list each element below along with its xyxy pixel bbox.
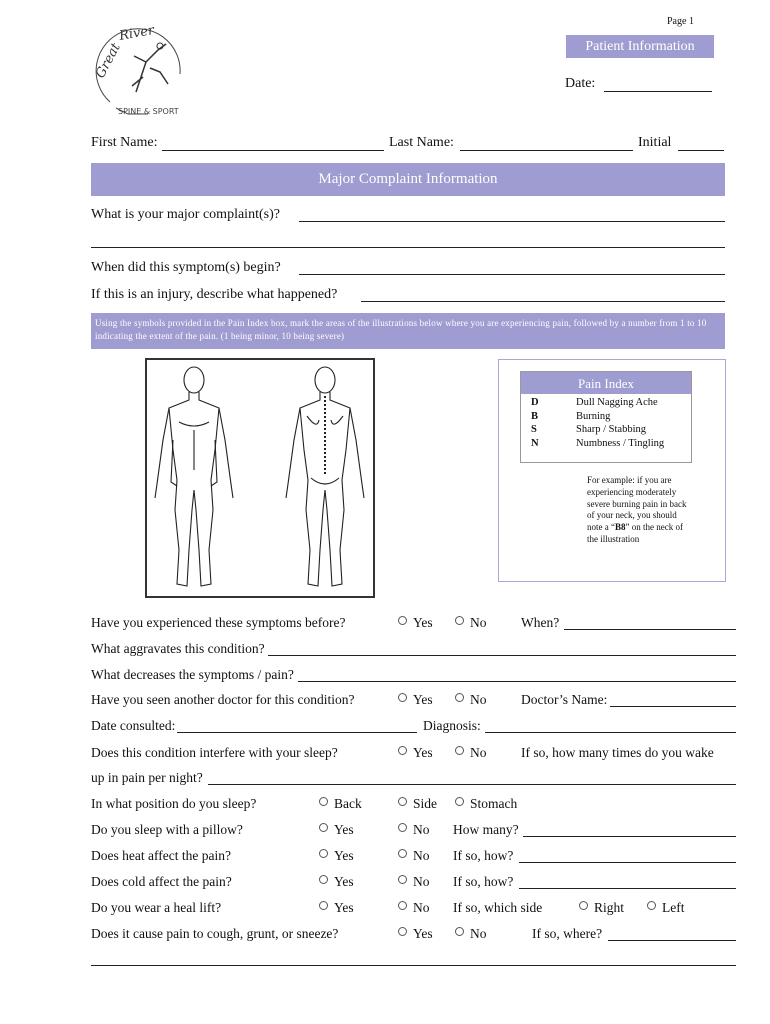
- when-field[interactable]: [564, 629, 736, 630]
- option-label: No: [413, 848, 430, 863]
- sleep-position-question: In what position do you sleep?: [91, 796, 257, 811]
- pain-code: S: [531, 424, 537, 435]
- cough-no[interactable]: [455, 926, 487, 942]
- position-side[interactable]: [398, 796, 437, 812]
- how-many-label: How many?: [453, 822, 519, 837]
- radio-icon: [319, 797, 328, 806]
- logo-text-river: River: [118, 23, 156, 44]
- option-label: Left: [662, 900, 685, 915]
- heat-how-label: If so, how?: [453, 848, 514, 863]
- heat-yes[interactable]: [319, 848, 354, 864]
- last-name-field[interactable]: [460, 150, 633, 151]
- cold-how-label: If so, how?: [453, 874, 514, 889]
- pain-index-row: [521, 396, 691, 410]
- up-in-pain-label: up in pain per night?: [91, 770, 203, 785]
- logo-text-great: Great: [93, 40, 124, 81]
- option-label: Back: [334, 796, 362, 811]
- heat-question: Does heat affect the pain?: [91, 848, 231, 863]
- position-stomach[interactable]: [455, 796, 517, 812]
- additional-notes-field[interactable]: [91, 965, 736, 966]
- option-label: Yes: [334, 848, 354, 863]
- radio-icon: [398, 823, 407, 832]
- last-name-label: Last Name:: [389, 135, 454, 150]
- cold-how-field[interactable]: [519, 888, 736, 889]
- radio-icon: [647, 901, 656, 910]
- pain-index-row: [521, 437, 691, 451]
- diagnosis-label: Diagnosis:: [423, 718, 481, 733]
- decreases-question: What decreases the symptoms / pain?: [91, 667, 294, 682]
- pain-desc: Burning: [576, 410, 611, 422]
- example-text: For example: if you are experiencing moderately severe burning pain in back of your neck, you should note a “: [587, 475, 687, 533]
- complaint-field-2[interactable]: [91, 247, 725, 248]
- radio-icon: [579, 901, 588, 910]
- date-consulted-field[interactable]: [177, 732, 417, 733]
- symptoms-before-question: Have you experienced these symptoms before?: [91, 615, 346, 630]
- side-left[interactable]: [647, 900, 685, 916]
- other-doctor-no[interactable]: [455, 692, 487, 708]
- symptoms-before-no[interactable]: [455, 615, 487, 631]
- initial-field[interactable]: [678, 150, 724, 151]
- date-consulted-label: Date consulted:: [91, 718, 176, 733]
- symptom-begin-field[interactable]: [299, 274, 725, 275]
- doctor-name-field[interactable]: [610, 706, 736, 707]
- option-label: Yes: [334, 822, 354, 837]
- aggravates-field[interactable]: [268, 655, 736, 656]
- radio-icon: [398, 616, 407, 625]
- radio-icon: [398, 849, 407, 858]
- pain-index-row: [521, 423, 691, 437]
- complaint-question: What is your major complaint(s)?: [91, 207, 280, 222]
- first-name-label: First Name:: [91, 135, 158, 150]
- pain-instructions: Using the symbols provided in the Pain Index box, mark the areas of the illustrations below where you are experiencing pain, followed by a number from 1 to 10 indicating the extent of the pain. (1 being minor, 10 being severe): [91, 313, 725, 349]
- option-label: Stomach: [470, 796, 518, 811]
- heal-lift-no[interactable]: [398, 900, 430, 916]
- radio-icon: [398, 927, 407, 936]
- pain-index-example: [587, 475, 691, 546]
- pain-code: D: [531, 397, 539, 408]
- option-label: Yes: [334, 900, 354, 915]
- radio-icon: [398, 797, 407, 806]
- pain-index-row: [521, 410, 691, 424]
- position-back[interactable]: [319, 796, 362, 812]
- other-doctor-question: Have you seen another doctor for this condition?: [91, 692, 355, 707]
- radio-icon: [455, 797, 464, 806]
- radio-icon: [398, 693, 407, 702]
- pillow-yes[interactable]: [319, 822, 354, 838]
- option-label: No: [413, 900, 430, 915]
- diagnosis-field[interactable]: [485, 732, 736, 733]
- aggravates-question: What aggravates this condition?: [91, 641, 265, 656]
- option-label: Yes: [413, 926, 433, 941]
- pain-code: N: [531, 437, 539, 449]
- heal-lift-question: Do you wear a heal lift?: [91, 900, 222, 915]
- decreases-field[interactable]: [298, 681, 736, 682]
- pain-desc: Dull Nagging Ache: [576, 397, 658, 408]
- first-name-field[interactable]: [162, 150, 384, 151]
- option-label: No: [470, 745, 487, 760]
- pillow-no[interactable]: [398, 822, 430, 838]
- radio-icon: [319, 901, 328, 910]
- sleep-question: Does this condition interfere with your sleep?: [91, 745, 338, 760]
- pain-desc: Numbness / Tingling: [576, 437, 665, 449]
- pain-index-title: Pain Index: [521, 372, 691, 394]
- sleep-yes[interactable]: [398, 745, 433, 761]
- heat-how-field[interactable]: [519, 862, 736, 863]
- logo-text-spine: SPINE & SPORT: [118, 107, 179, 116]
- cold-yes[interactable]: [319, 874, 354, 890]
- clinic-logo: [88, 22, 198, 122]
- injury-question: If this is an injury, describe what happened?: [91, 287, 338, 302]
- pain-code: B: [531, 410, 539, 422]
- which-side-label: If so, which side: [453, 900, 543, 915]
- body-illustration[interactable]: [145, 358, 375, 598]
- wake-question: If so, how many times do you wake: [521, 745, 714, 760]
- radio-icon: [319, 849, 328, 858]
- option-label: No: [470, 692, 487, 707]
- symptoms-before-yes[interactable]: [398, 615, 433, 631]
- how-many-field[interactable]: [523, 836, 736, 837]
- radio-icon: [319, 823, 328, 832]
- page-number: Page 1: [667, 16, 694, 27]
- doctor-name-label: Doctor’s Name:: [521, 692, 608, 707]
- body-outline-svg: [147, 360, 373, 596]
- example-code: B8: [614, 522, 626, 533]
- option-label: Yes: [413, 615, 433, 630]
- other-doctor-yes[interactable]: [398, 692, 433, 708]
- option-label: No: [413, 874, 430, 889]
- option-label: Yes: [413, 692, 433, 707]
- radio-icon: [398, 875, 407, 884]
- radio-icon: [398, 901, 407, 910]
- option-label: No: [470, 926, 487, 941]
- when-label: When?: [521, 615, 560, 630]
- option-label: Right: [594, 900, 625, 915]
- cold-question: Does cold affect the pain?: [91, 874, 232, 889]
- pain-index-legend: [520, 371, 692, 463]
- radio-icon: [319, 875, 328, 884]
- radio-icon: [455, 616, 464, 625]
- initial-label: Initial: [638, 135, 672, 150]
- wake-count-field[interactable]: [208, 784, 736, 785]
- radio-icon: [455, 746, 464, 755]
- side-right[interactable]: [579, 900, 624, 916]
- example-text-end: ” on the neck of the illustration: [587, 522, 683, 544]
- option-label: Yes: [413, 745, 433, 760]
- where-field[interactable]: [608, 940, 736, 941]
- patient-information-header: Patient Information: [566, 35, 714, 58]
- heal-lift-yes[interactable]: [319, 900, 354, 916]
- pillow-question: Do you sleep with a pillow?: [91, 822, 243, 837]
- complaint-field[interactable]: [299, 221, 725, 222]
- date-field[interactable]: [604, 91, 712, 92]
- option-label: Side: [413, 796, 438, 811]
- cough-yes[interactable]: [398, 926, 433, 942]
- option-label: No: [413, 822, 430, 837]
- radio-icon: [455, 927, 464, 936]
- option-label: No: [470, 615, 487, 630]
- sleep-no[interactable]: [455, 745, 487, 761]
- where-label: If so, where?: [532, 926, 603, 941]
- date-label: Date:: [565, 76, 596, 91]
- radio-icon: [398, 746, 407, 755]
- cough-question: Does it cause pain to cough, grunt, or sneeze?: [91, 926, 339, 941]
- radio-icon: [455, 693, 464, 702]
- injury-field[interactable]: [361, 301, 725, 302]
- symptom-begin-question: When did this symptom(s) begin?: [91, 260, 281, 275]
- option-label: Yes: [334, 874, 354, 889]
- pain-desc: Sharp / Stabbing: [576, 424, 646, 435]
- heat-no[interactable]: [398, 848, 430, 864]
- major-complaint-header: Major Complaint Information: [91, 163, 725, 196]
- cold-no[interactable]: [398, 874, 430, 890]
